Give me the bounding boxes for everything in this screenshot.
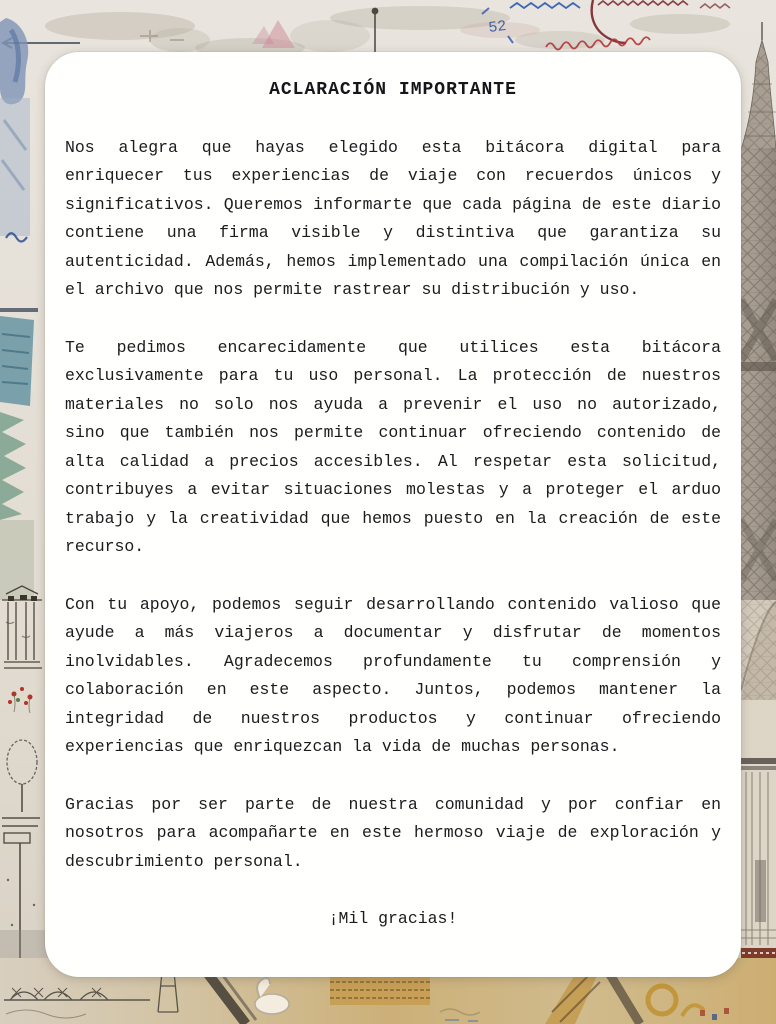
notice-paragraph-4: [65, 791, 721, 877]
notice-paragraph-3: [65, 591, 721, 762]
notice-paragraph-1: [65, 134, 721, 305]
closing-thanks: ¡Mil gracias!: [328, 909, 458, 928]
text-line: significativos. Queremos informarte que cada página de este diario: [65, 194, 721, 214]
notice-card: [45, 52, 741, 977]
text-line: autenticidad. Además, hemos implementado una compilación única en: [65, 251, 721, 271]
text-line: descubrimiento personal.: [65, 851, 303, 871]
text-line: Con tu apoyo, podemos seguir desarrollando contenido valioso que: [65, 594, 721, 614]
text-line: ayude a más viajeros a documentar y disfrutar de momentos: [65, 623, 721, 642]
text-line: recurso.: [65, 537, 145, 556]
notice-title: ACLARACIÓN IMPORTANTE: [269, 80, 517, 100]
text-line: alta calidad a precios accesibles. Al respetar esta solicitud,: [65, 451, 721, 471]
text-line: inolvidables. Agradecemos profundamente tu comprensión y: [65, 651, 721, 671]
eiffel-tower-illustration: [741, 22, 776, 1024]
text-line: nosotros para acompañarte en este hermoso viaje de exploración y: [65, 823, 721, 842]
notice-paragraph-2: [65, 334, 721, 562]
text-line: contiene una firma visible y distintiva que garantiza su: [65, 223, 721, 242]
text-line: colaboración en este aspecto. Juntos, podemos mantener la: [65, 680, 721, 699]
text-line: enriquecer tus experiencias de viaje con recuerdos únicos y: [65, 166, 721, 185]
text-line: el archivo que nos permite rastrear su distribución y uso.: [65, 280, 640, 299]
text-line: materiales no solo nos ayuda a prevenir el uso no autorizado,: [65, 394, 721, 414]
text-line: exclusivamente para tu uso personal. La protección de nuestros: [65, 366, 721, 385]
text-line: Te pedimos encarecidamente que utilices esta bitácora: [65, 337, 721, 357]
handwritten-52-mark: 52: [487, 17, 508, 37]
text-line: experiencias que enriquezcan la vida de muchas personas.: [65, 737, 620, 756]
text-line: contribuyes a evitar situaciones molestas y a proteger el arduo: [65, 480, 721, 499]
text-line: Gracias por ser parte de nuestra comunidad y por confiar en: [65, 794, 721, 814]
text-line: Nos alegra que hayas elegido esta bitácora digital para: [65, 137, 721, 157]
text-line: sino que también nos permite continuar ofreciendo contenido de: [65, 423, 721, 442]
text-line: trabajo y la creatividad que hemos puesto en la creación de este: [65, 508, 721, 528]
text-line: integridad de nuestros productos y continuar ofreciendo: [65, 708, 721, 728]
